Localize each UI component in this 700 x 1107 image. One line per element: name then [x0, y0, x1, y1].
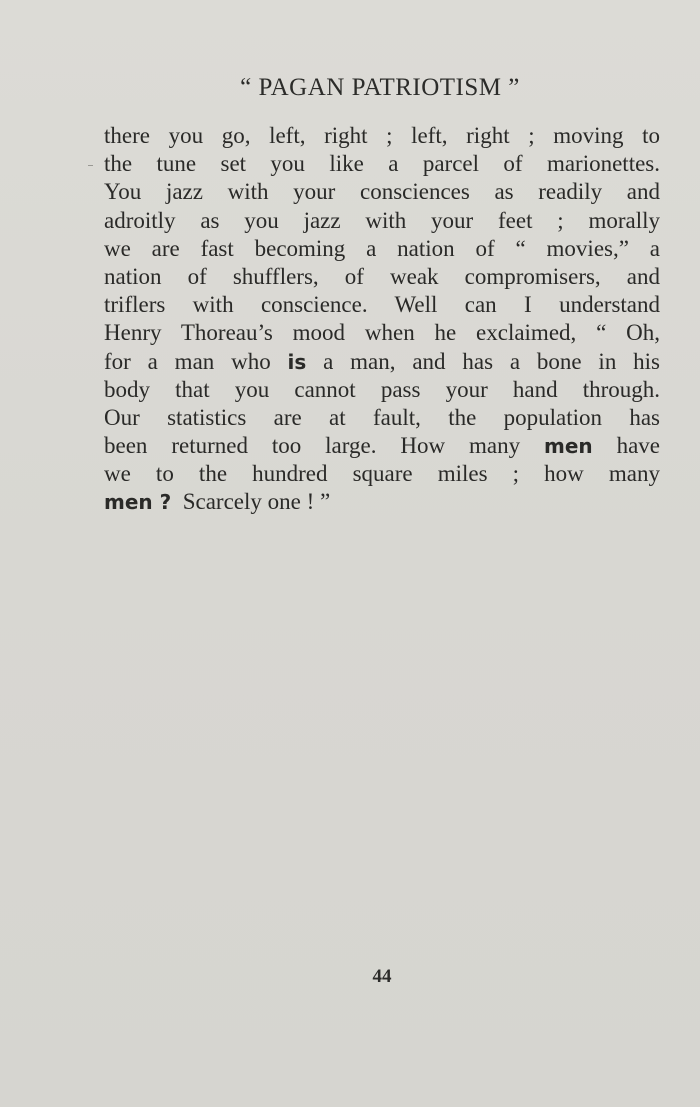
emphasis-men-question: men ?: [104, 490, 172, 515]
text-line: triflers with conscience. Well can I understand: [104, 292, 660, 318]
text-line: You jazz with your consciences as readily and: [104, 179, 660, 205]
text-line: Our statistics are at fault, the population has: [104, 404, 660, 430]
text-line: the tune set you like a parcel of marionettes.: [104, 151, 660, 177]
text-line: for a man who is a man, and has a bone in his: [104, 348, 660, 374]
text-line: we are fast becoming a nation of “ movies,” a: [104, 235, 660, 261]
text-line: there you go, left, right ; left, right ; moving to: [104, 123, 660, 148]
page-number: 44: [372, 966, 392, 987]
text-line: Henry Thoreau’s mood when he exclaimed, “ Oh,: [104, 320, 660, 346]
running-header: “ PAGAN PATRIOTISM ”: [240, 74, 520, 101]
emphasis-men: men: [544, 434, 593, 459]
text-line: we to the hundred square miles ; how many: [104, 461, 660, 487]
body-text: [104, 122, 660, 517]
text-line-last: men ? Scarcely one ! ”: [104, 489, 331, 515]
text-line: adroitly as you jazz with your feet ; morally: [104, 207, 660, 233]
text-line: nation of shufflers, of weak compromisers, and: [104, 263, 660, 289]
margin-mark: [88, 165, 93, 166]
text-line: body that you cannot pass your hand through.: [104, 376, 660, 402]
emphasis-is: is: [287, 349, 307, 374]
text-line: been returned too large. How many men have: [104, 433, 660, 459]
